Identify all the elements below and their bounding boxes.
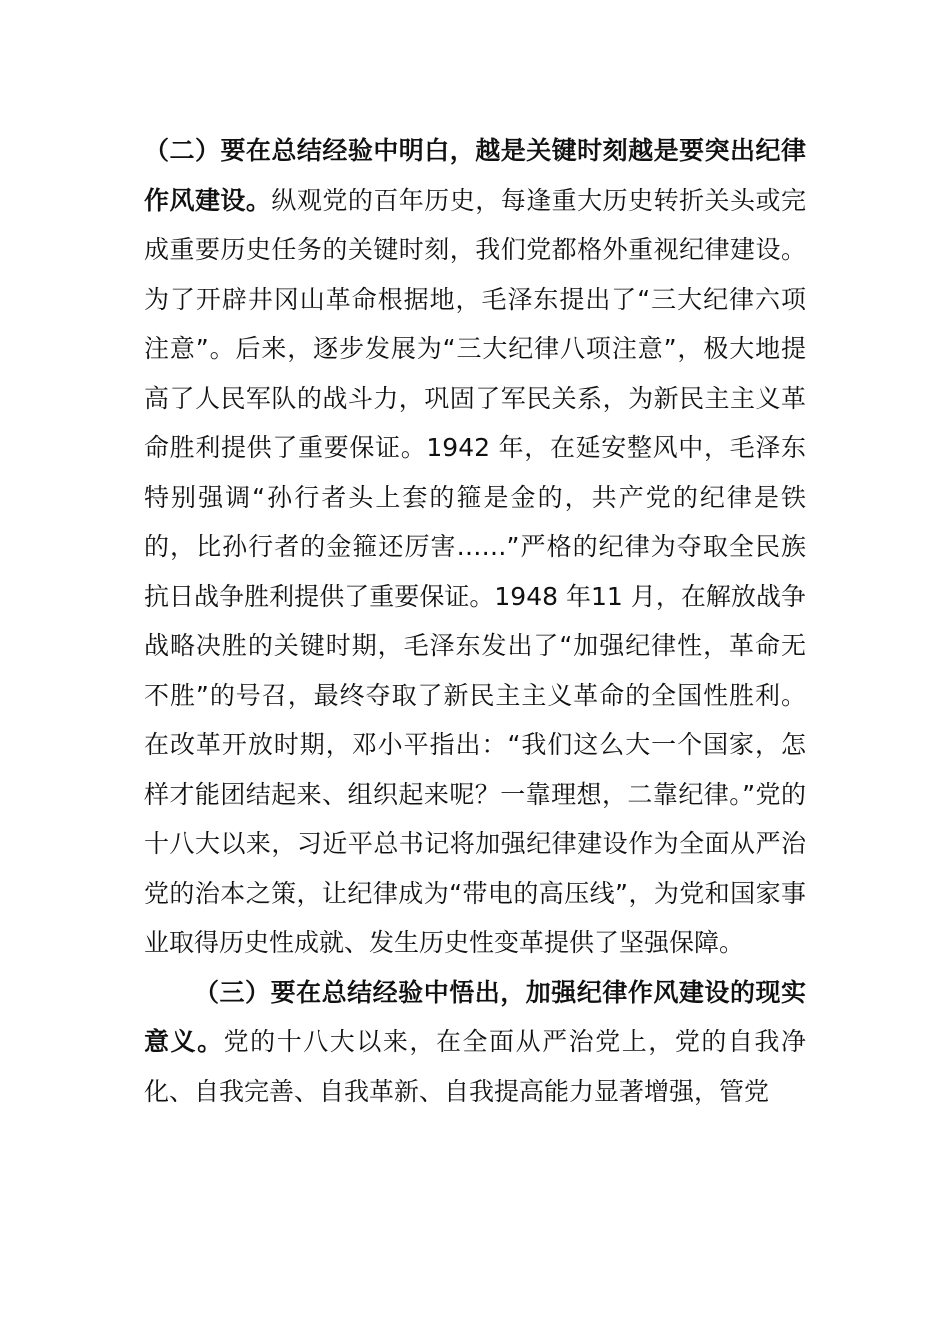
paragraph-three [144, 968, 806, 1117]
document-body [144, 126, 806, 1116]
paragraph-two-body: 纵观党的百年历史，每逢重大历史转折关头或完成重要历史任务的关键时刻，我们党都格外重视纪律建设。为了开辟井冈山革命根据地，毛泽东提出了“三大纪律六项注意”。后来，逐步发展为“三大纪律八项注意”，极大地提高了人民军队的战斗力，巩固了军民关系，为新民主主义革命胜利提供了重要保证。1942 年，在延安整风中，毛泽东特别强调“孙行者头上套的箍是金的，共产党的纪律是铁的，比孙行者的金箍还厉害……”严格的纪律为夺取全民族抗日战争胜利提供了重要保证。1948 年11 月，在解放战争战略决胜的关键时期，毛泽东发出了“加强纪律性，革命无不胜”的号召，最终夺取了新民主主义革命的全国性胜利。在改革开放时期，邓小平指出：“我们这么大一个国家，怎样才能团结起来、组织起来呢？一靠理想，二靠纪律。”党的十八大以来，习近平总书记将加强纪律建设作为全面从严治党的治本之策，让纪律成为“带电的高压线”，为党和国家事业取得历史性成就、发生历史性变革提供了坚强保障。 [144, 185, 806, 957]
section-heading-two: （二）要在总结经验中明白，越是关键时刻越是要突出纪律作风建设。 [144, 136, 806, 215]
section-heading-three: （三）要在总结经验中悟出，加强纪律作风建设的现实意义。 [144, 977, 806, 1056]
paragraph-two [144, 126, 806, 968]
paragraph-three-body: 党的十八大以来，在全面从严治党上，党的自我净化、自我完善、自我革新、自我提高能力显著增强，管党 [144, 1027, 806, 1106]
